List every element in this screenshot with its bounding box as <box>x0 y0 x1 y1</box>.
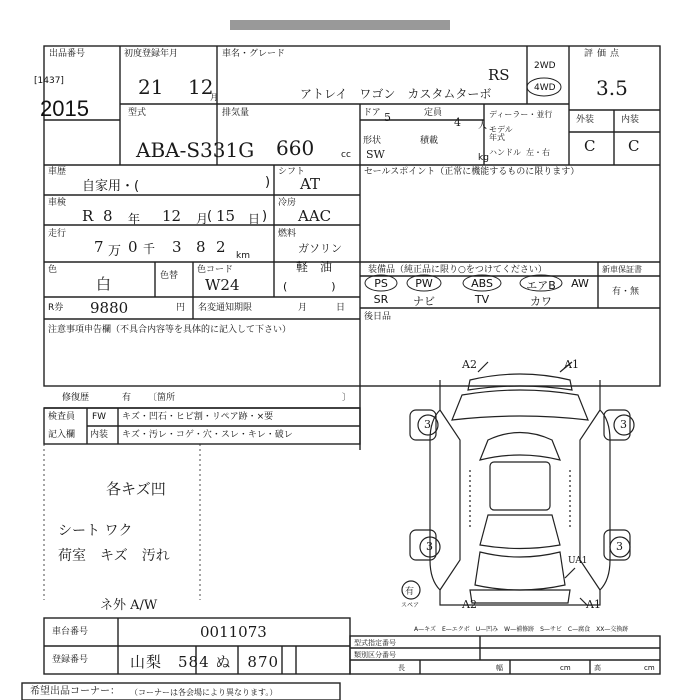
equipment-label: 装備品（純正品に限り○をつけてください） <box>368 265 547 275</box>
handwritten-note-4: ネ外 A/W <box>100 598 158 613</box>
diagram-spare-circle: 有 <box>405 587 415 597</box>
displacement-value: 660 <box>276 136 315 160</box>
inspector-interior-label: 内装 <box>90 430 109 440</box>
inspection-close: ) <box>262 209 268 224</box>
lot-code: [1437] <box>34 76 64 86</box>
vehicle-name: アトレイ ワゴン カスタムターボ <box>300 87 492 101</box>
dealer-label: ディーラー・並行 <box>489 110 553 119</box>
vehicle-label: 車名・グレード <box>222 49 286 59</box>
inspection-day-unit: 日 <box>248 212 261 226</box>
mileage-km-unit: km <box>236 251 250 261</box>
transfer-label: 名変通知期限 <box>198 303 253 313</box>
score-exterior: C <box>584 137 596 155</box>
diagram-spare-label: スペア <box>401 602 420 609</box>
first-registration-label: 初度登録年月 <box>124 49 179 59</box>
car-diagram <box>402 362 634 606</box>
equipment-abs: ABS <box>471 277 493 290</box>
handwritten-note-1: 各キズ凹 <box>106 480 166 498</box>
recycle-unit: 円 <box>176 303 186 313</box>
equipment-pw: PW <box>415 277 433 290</box>
shape-label: 形状 <box>363 136 382 146</box>
repair-location: 〔箇所 <box>148 393 176 403</box>
fuel-options: 軽 油 <box>296 260 333 274</box>
transfer-month-unit: 月 <box>298 303 308 313</box>
capacity-value: 4 <box>454 116 461 129</box>
diagram-mark-a2-bottom: A2 <box>462 598 477 611</box>
inspection-year-unit: 年 <box>128 212 141 226</box>
cooling-value: AAC <box>298 207 332 225</box>
fuel-paren: ( ) <box>283 280 336 293</box>
inspection-label: 車検 <box>48 198 67 208</box>
inspection-day: 15 <box>216 207 236 225</box>
load-unit: kg <box>478 153 489 163</box>
dims-cm-unit-2: cm <box>644 664 655 672</box>
usage-label: 車歴 <box>48 167 67 177</box>
model-code-value: ABA-S331G <box>136 138 255 162</box>
inspector-fw-label: FW <box>92 412 107 422</box>
equipment-airbag: エアB <box>526 279 556 292</box>
diagram-mark-a1-top: A1 <box>564 358 579 371</box>
inspector-label-2: 記入欄 <box>48 430 76 440</box>
cooling-label: 冷房 <box>278 198 297 208</box>
dealer-handle-options: 左・右 <box>526 148 550 157</box>
usage-close: ) <box>265 175 271 190</box>
load-label: 積載 <box>420 136 439 146</box>
mileage-label: 走行 <box>48 229 67 239</box>
equipment-ps: PS <box>374 277 388 290</box>
registration-label: 登録番号 <box>52 655 89 665</box>
inspector-interior-items: キズ・汚レ・コゲ・穴・スレ・キレ・破レ <box>122 430 293 440</box>
transfer-day-unit: 日 <box>336 303 346 313</box>
score-interior-label: 内装 <box>621 115 640 125</box>
dims-cm-unit-1: cm <box>560 664 571 672</box>
chassis-label: 車台番号 <box>52 627 89 637</box>
warranty-label: 新車保証書 <box>602 265 642 274</box>
inspector-fw-items: キズ・凹石・ヒビ割・リペア跡・×要 <box>122 412 274 422</box>
dims-width-label: 幅 <box>496 664 503 672</box>
color-value: 白 <box>96 275 112 293</box>
sales-point-label: セールスポイント（正常に機能するものに限ります） <box>364 167 580 177</box>
mileage-digit-4: 2 <box>216 238 226 256</box>
first-registration-month: 12 <box>188 75 214 99</box>
first-registration-year: 21 <box>138 75 164 99</box>
doors-label: ドア <box>363 108 381 118</box>
color-change-label: 色替 <box>160 271 179 281</box>
usage-value: 自家用・( <box>82 179 140 194</box>
mileage-man-unit: 万 <box>108 244 122 259</box>
lot-label: 出品番号 <box>49 49 86 59</box>
score-exterior-label: 外装 <box>576 115 595 125</box>
recycle-value: 9880 <box>90 299 129 317</box>
inspection-era: R <box>82 207 94 225</box>
diagram-mark-ua1: UA1 <box>568 556 588 566</box>
shift-label: シフト <box>278 167 306 177</box>
drive-4wd: 4WD <box>534 83 556 93</box>
warranty-value: 有・無 <box>612 287 640 297</box>
dealer-model-year-label: モデル年式 <box>489 125 513 142</box>
dims-original-label: 型式指定番号 <box>354 639 396 647</box>
equipment-tv: TV <box>474 293 490 306</box>
mileage-thousand-unit: 千 <box>143 242 156 256</box>
dims-height-label: 高 <box>594 664 601 672</box>
diagram-mark-left-rear: 3 <box>426 540 433 553</box>
equipment-aw: AW <box>571 277 589 290</box>
vehicle-grade-extra: RS <box>488 66 510 84</box>
after-install-label: 後日品 <box>364 312 392 322</box>
model-code-label: 型式 <box>128 108 147 118</box>
equipment-sr: SR <box>373 293 389 306</box>
shape-value: SW <box>366 148 385 161</box>
fuel-value: ガソリン <box>298 242 342 255</box>
lot-number: 2015 <box>40 96 89 121</box>
capacity-label: 定員 <box>424 108 443 118</box>
displacement-label: 排気量 <box>222 108 250 118</box>
inspection-year: 8 <box>103 207 113 225</box>
score-value: 3.5 <box>596 76 628 100</box>
dims-length-label: 長 <box>398 664 405 672</box>
mileage-digit-2: 3 <box>172 238 182 256</box>
footer-note: （コーナーは各会場により異なります。） <box>130 688 278 697</box>
handwritten-note-2: シート ワク <box>58 523 133 539</box>
score-interior: C <box>628 137 640 155</box>
displacement-unit: cc <box>341 150 351 160</box>
mileage-digit-1: 0 <box>128 238 138 256</box>
drive-2wd: 2WD <box>534 61 556 71</box>
color-code: W24 <box>205 276 240 294</box>
mileage-digit-3: 8 <box>196 238 206 256</box>
first-registration-unit: 月 <box>210 93 218 102</box>
color-label: 色 <box>48 265 58 275</box>
inspection-month-unit: 月 <box>196 212 209 226</box>
diagram-legend: A—キズ E—エクボ U—凹み W—補修跡 S—サビ C—腐食 XX—交換跡 <box>414 626 629 633</box>
repair-value: 有 <box>122 393 132 403</box>
diagram-mark-a1-bottom: A1 <box>586 598 601 611</box>
diagram-mark-right-front: 3 <box>620 418 627 431</box>
inspector-label-1: 検査員 <box>48 412 76 422</box>
registration-value: 山梨 584 ぬ 870 <box>130 653 280 671</box>
equipment-leather: カワ <box>530 295 552 308</box>
fuel-label: 燃料 <box>278 229 297 239</box>
diagram-mark-left-front: 3 <box>424 418 431 431</box>
shift-value: AT <box>300 175 321 193</box>
score-label: 評価点 <box>584 49 624 59</box>
inspection-open: ( <box>207 209 213 224</box>
equipment-navi: ナビ <box>413 295 435 308</box>
handwritten-note-3: 荷室 キズ 汚れ <box>58 548 170 564</box>
notes-label: 注意事項申告欄（不具合内容等を具体的に記入して下さい） <box>48 325 292 335</box>
chassis-value: 0011073 <box>200 623 267 641</box>
footer-label: 希望出品コーナー： <box>30 686 120 697</box>
diagram-mark-right-rear: 3 <box>616 540 623 553</box>
diagram-mark-a2-top: A2 <box>462 358 477 371</box>
dealer-handle-label: ハンドル <box>489 148 521 157</box>
capacity-unit: 人 <box>478 121 488 131</box>
color-code-label: 色コード <box>197 265 234 275</box>
mileage-man: 7 <box>94 238 104 256</box>
dims-category-label: 類別区分番号 <box>354 651 396 659</box>
repair-label: 修復歴 <box>62 393 90 403</box>
repair-close: 〕 <box>342 393 352 403</box>
doors-value: 5 <box>384 111 391 124</box>
inspection-month: 12 <box>162 207 182 225</box>
recycle-label: R券 <box>48 303 64 313</box>
